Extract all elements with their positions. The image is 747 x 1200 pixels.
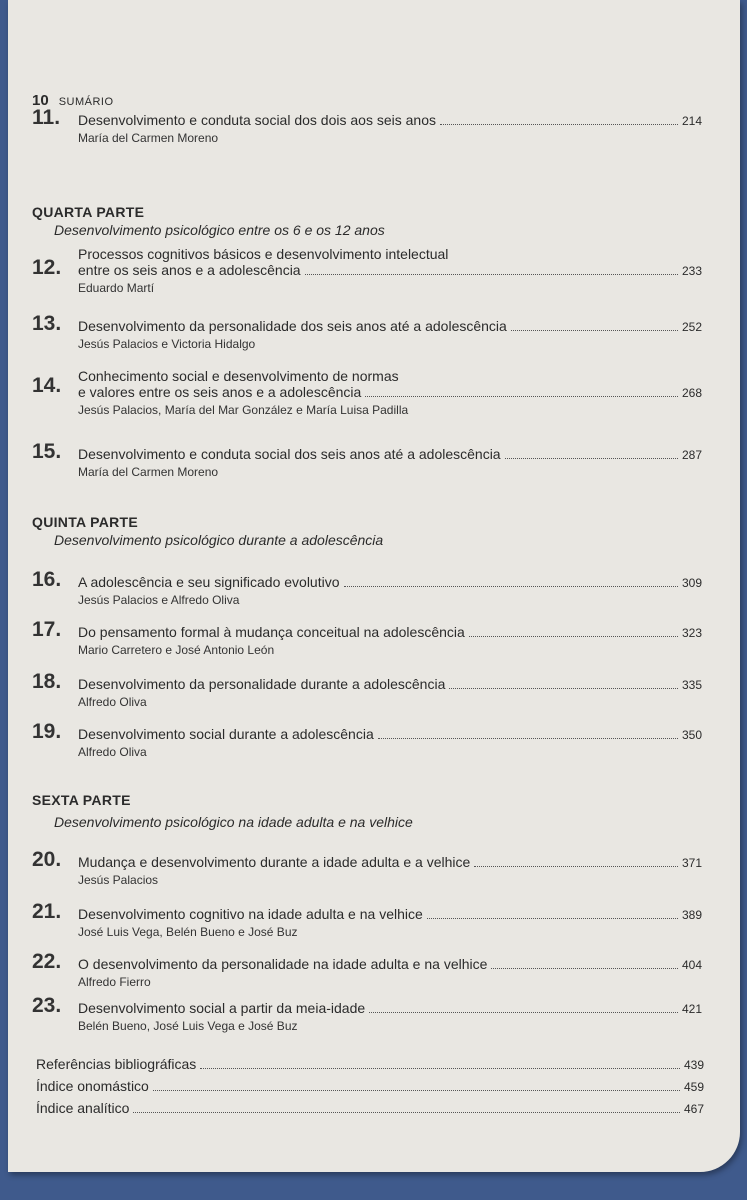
chapter-authors: Belén Bueno, José Luis Vega e José Buz <box>78 1019 298 1033</box>
chapter-number: 19. <box>32 720 62 743</box>
part-heading: QUINTA PARTE <box>32 514 139 530</box>
leader-dots <box>449 688 678 689</box>
leader-dots <box>427 918 678 919</box>
chapter-authors: Jesús Palacios, María del Mar González e María Luisa Padilla <box>78 403 409 417</box>
chapter-number: 23. <box>32 994 62 1017</box>
leader-dots <box>378 738 678 739</box>
chapter-number: 20. <box>32 848 62 871</box>
leader-dots <box>153 1090 680 1091</box>
end-title: Referências bibliográficas <box>36 1056 197 1072</box>
page-ref: 459 <box>683 1080 704 1094</box>
page-ref: 323 <box>681 626 702 640</box>
chapter-title: O desenvolvimento da personalidade na idade adulta e na velhice <box>78 956 488 972</box>
part-heading: QUARTA PARTE <box>32 204 145 220</box>
end-title: Índice analítico <box>36 1100 130 1116</box>
page-ref: 214 <box>681 114 702 128</box>
page-ref: 389 <box>681 908 702 922</box>
chapter-title: Desenvolvimento cognitivo na idade adulta e na velhice <box>78 906 423 922</box>
chapter-authors: José Luis Vega, Belén Bueno e José Buz <box>78 925 298 939</box>
leader-dots <box>491 968 678 969</box>
chapter-authors: Eduardo Martí <box>78 281 155 295</box>
chapter-authors: Jesús Palacios <box>78 873 159 887</box>
leader-dots <box>369 1012 678 1013</box>
chapter-authors: Jesús Palacios e Victoria Hidalgo <box>78 337 256 351</box>
chapter-number: 18. <box>32 670 62 693</box>
end-title: Índice onomástico <box>36 1078 149 1094</box>
leader-dots <box>474 866 678 867</box>
chapter-number: 16. <box>32 568 62 591</box>
chapter-title: Desenvolvimento e conduta social dos dois aos seis anos <box>78 112 436 128</box>
page-ref: 371 <box>681 856 702 870</box>
page-ref: 335 <box>681 678 702 692</box>
chapter-title-line1: Conhecimento social e desenvolvimento de normas <box>78 368 399 384</box>
chapter-number: 15. <box>32 440 62 463</box>
chapter-title: A adolescência e seu significado evolutivo <box>78 574 340 590</box>
leader-dots <box>305 274 678 275</box>
book-page <box>8 0 740 1172</box>
chapter-number: 11. <box>32 106 61 129</box>
chapter-title: Desenvolvimento social durante a adolescência <box>78 726 374 742</box>
leader-dots <box>200 1068 680 1069</box>
part-heading: SEXTA PARTE <box>32 792 131 808</box>
leader-dots <box>511 330 678 331</box>
chapter-number: 13. <box>32 312 62 335</box>
chapter-number: 12. <box>32 256 62 279</box>
chapter-title: Mudança e desenvolvimento durante a idade adulta e a velhice <box>78 854 471 870</box>
running-head: SUMÁRIO <box>58 96 114 108</box>
leader-dots <box>365 396 678 397</box>
leader-dots <box>469 636 678 637</box>
page-ref: 309 <box>681 576 702 590</box>
part-subtitle: Desenvolvimento psicológico entre os 6 e os 12 anos <box>54 222 385 238</box>
toc-end-references <box>36 1056 704 1072</box>
chapter-authors: Alfredo Oliva <box>78 745 147 759</box>
page-ref: 287 <box>681 448 702 462</box>
page-ref: 467 <box>683 1102 704 1116</box>
toc-end-subject-index <box>36 1100 704 1116</box>
leader-dots <box>505 458 678 459</box>
leader-dots <box>344 586 678 587</box>
chapter-number: 14. <box>32 374 62 397</box>
chapter-title: Do pensamento formal à mudança conceitual na adolescência <box>78 624 465 640</box>
chapter-authors: Jesús Palacios e Alfredo Oliva <box>78 593 240 607</box>
page-ref: 350 <box>681 728 702 742</box>
part-subtitle: Desenvolvimento psicológico na idade adulta e na velhice <box>54 814 413 830</box>
leader-dots <box>133 1112 680 1113</box>
chapter-title: e valores entre os seis anos e a adolescência <box>78 384 362 400</box>
part-subtitle: Desenvolvimento psicológico durante a adolescência <box>54 532 384 548</box>
chapter-number: 17. <box>32 618 62 641</box>
chapter-authors: María del Carmen Moreno <box>78 465 219 479</box>
chapter-authors: María del Carmen Moreno <box>78 131 219 145</box>
page-number: 10 <box>32 92 49 109</box>
chapter-authors: Alfredo Fierro <box>78 975 151 989</box>
chapter-title: entre os seis anos e a adolescência <box>78 262 301 278</box>
page-ref: 439 <box>683 1058 704 1072</box>
page-ref: 233 <box>681 264 702 278</box>
chapter-authors: Mario Carretero e José Antonio León <box>78 643 275 657</box>
page-ref: 268 <box>681 386 702 400</box>
chapter-title: Desenvolvimento social a partir da meia-idade <box>78 1000 366 1016</box>
chapter-number: 22. <box>32 950 62 973</box>
page-ref: 404 <box>681 958 702 972</box>
chapter-title: Desenvolvimento da personalidade durante a adolescência <box>78 676 446 692</box>
chapter-title: Desenvolvimento e conduta social dos seis anos até a adolescência <box>78 446 501 462</box>
page-ref: 252 <box>681 320 702 334</box>
chapter-authors: Alfredo Oliva <box>78 695 147 709</box>
toc-end-name-index <box>36 1078 704 1094</box>
page-ref: 421 <box>681 1002 702 1016</box>
chapter-title: Desenvolvimento da personalidade dos seis anos até a adolescência <box>78 318 507 334</box>
leader-dots <box>440 124 678 125</box>
chapter-title-line1: Processos cognitivos básicos e desenvolvimento intelectual <box>78 246 449 262</box>
chapter-number: 21. <box>32 900 62 923</box>
